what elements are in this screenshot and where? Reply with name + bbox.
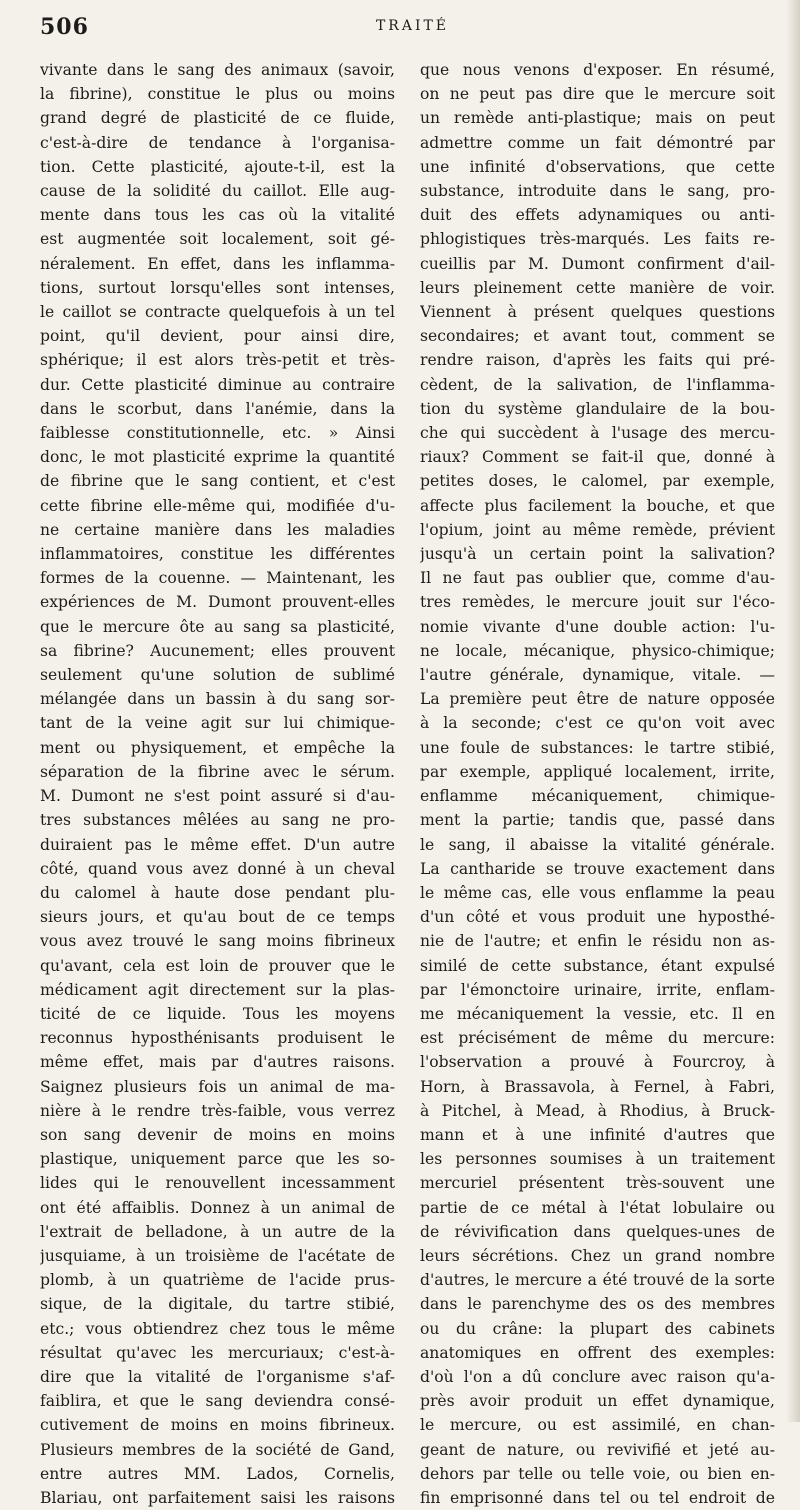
text-line: vivante dans le sang des animaux (savoir, <box>40 61 395 79</box>
text-line: Viennent à présent quelques questions <box>420 303 775 322</box>
text-line: nie de l'autre; et enfin le résidu non as- <box>420 932 775 951</box>
text-line: tant de la veine agit sur lui chimique- <box>40 714 395 733</box>
text-line: est augmentée soit localement, soit gé- <box>40 230 395 249</box>
text-line: faiblesse constitutionnelle, etc. » Ainsi <box>40 424 395 443</box>
text-line: d'un côté et vous produit une hyposthé- <box>420 908 775 927</box>
text-line: son sang devenir de moins en moins <box>40 1125 395 1144</box>
text-line: jusquiame, à un troisième de l'acétate de <box>40 1246 395 1265</box>
text-line: c'est-à-dire de tendance à l'organisa- <box>40 133 395 152</box>
text-line: dans le parenchyme des os des membres <box>420 1295 775 1314</box>
text-line: duiraient pas le même effet. D'un autre <box>40 835 395 854</box>
text-line: phlogistiques très-marqués. Les faits re- <box>420 230 775 249</box>
text-line: mente dans tous les cas où la vitalité <box>40 206 395 225</box>
text-line: admettre comme un fait démontré par <box>420 133 775 152</box>
text-line: à Pitchel, à Mead, à Rhodius, à Bruck- <box>420 1101 775 1120</box>
text-line: inflammatoires, constitue les différentes <box>40 545 395 564</box>
text-line: le même cas, elle vous enflamme la peau <box>420 883 775 902</box>
text-line: nomie vivante d'une double action: l'u- <box>420 617 775 636</box>
text-line: mélangée dans un bassin à du sang sor- <box>40 690 395 709</box>
page-header <box>40 14 785 50</box>
page-edge-shadow <box>786 0 800 1422</box>
text-line: l'observation a prouvé à Fourcroy, à <box>420 1053 775 1072</box>
text-line: ne certaine manière dans les maladies <box>40 520 395 539</box>
text-line: de fibrine que le sang contient, et c'est <box>40 472 395 491</box>
text-line: reconnus hyposthénisants produisent le <box>40 1029 395 1048</box>
text-line: sa fibrine? Aucunement; elles prouvent <box>40 641 395 660</box>
text-line: qu'avant, cela est loin de prouver que le <box>40 956 395 975</box>
text-line: tions, surtout lorsqu'elles sont intenses, <box>40 278 395 297</box>
text-line: enflamme mécaniquement, chimique- <box>420 787 775 806</box>
text-line: petites doses, le calomel, par exemple, <box>420 472 775 491</box>
text-line: sieurs jours, et qu'au bout de ce temps <box>40 908 395 927</box>
text-line: vous avez trouvé le sang moins fibrineux <box>40 932 395 951</box>
text-line: une infinité d'observations, que cette <box>420 157 775 176</box>
text-line: par l'émonctoire urinaire, irrite, enflam- <box>420 980 775 999</box>
text-line: du calomel à haute dose pendant plu- <box>40 883 395 902</box>
text-line: on ne peut pas dire que le mercure soit <box>420 85 775 104</box>
text-line: séparation de la fibrine avec le sérum. <box>40 762 395 781</box>
text-line: faiblira, et que le sang deviendra consé- <box>40 1392 395 1411</box>
right-text-column <box>420 58 775 1510</box>
text-line: tion du système glandulaire de la bou- <box>420 399 775 418</box>
text-line: duit des effets adynamiques ou anti- <box>420 206 775 225</box>
text-line: seulement qu'une solution de sublimé <box>40 666 395 685</box>
text-line: point, qu'il devient, pour ainsi dire, <box>40 327 395 346</box>
text-line: rendre raison, d'après les faits qui pré- <box>420 351 775 370</box>
text-line: plastique, uniquement parce que les so- <box>40 1150 395 1169</box>
text-line: grand degré de plasticité de ce fluide, <box>40 109 395 128</box>
text-line: jusqu'à un certain point la salivation? <box>420 545 775 564</box>
text-line: mann et à une infinité d'autres que <box>420 1125 775 1144</box>
text-line: formes de la couenne. — Maintenant, les <box>40 569 395 588</box>
text-line: résultat qu'avec les mercuriaux; c'est-à- <box>40 1343 395 1362</box>
text-line: cette fibrine elle-même qui, modifiée d'u- <box>40 496 395 515</box>
left-text-column <box>40 58 395 1510</box>
text-line: ment la partie; tandis que, passé dans <box>420 811 775 830</box>
text-line: tres substances mêlées au sang ne pro- <box>40 811 395 830</box>
text-line: che qui succèdent à l'usage des mercu- <box>420 424 775 443</box>
text-line: dur. Cette plasticité diminue au contraire <box>40 375 395 394</box>
text-line: cause de la solidité du caillot. Elle aug- <box>40 182 395 201</box>
text-line: lides qui le renouvellent incessamment <box>40 1174 395 1193</box>
text-line: entre autres MM. Lados, Cornelis, <box>40 1464 395 1483</box>
text-line: sique, de la digitale, du tartre stibié, <box>40 1295 395 1314</box>
text-line: le caillot se contracte quelquefois à un tel <box>40 303 395 322</box>
text-line: côté, quand vous avez donné à un cheval <box>40 859 395 878</box>
text-line: mercuriel présentent très-souvent une <box>420 1174 775 1193</box>
text-line: secondaires; et avant tout, comment se <box>420 327 775 346</box>
text-line: à la seconde; c'est ce qu'on voit avec <box>420 714 775 733</box>
text-line: une foule de substances: le tartre stibié, <box>420 738 775 757</box>
text-line: riaux? Comment se fait-il que, donné à <box>420 448 775 467</box>
text-line: l'extrait de belladone, à un autre de la <box>40 1222 395 1241</box>
text-line: M. Dumont ne s'est point assuré si d'au- <box>40 787 395 806</box>
text-line: cueillis par M. Dumont confirment d'ail- <box>420 254 775 273</box>
text-line: leurs pleinement cette manière de voir. <box>420 278 775 297</box>
text-line: geant de nature, ou revivifié et jeté au- <box>420 1440 775 1459</box>
text-line: les personnes soumises à un traitement <box>420 1150 775 1169</box>
text-line: cèdent, de la salivation, de l'inflamma- <box>420 375 775 394</box>
text-line: ment ou physiquement, et empêche la <box>40 738 395 757</box>
text-line: dire que la vitalité de l'organisme s'af- <box>40 1367 395 1386</box>
text-line: expériences de M. Dumont prouvent-elles <box>40 593 395 612</box>
text-line: le mercure, ou est assimilé, en chan- <box>420 1416 775 1435</box>
text-line: médicament agit directement sur la plas- <box>40 980 395 999</box>
text-line: affecte plus facilement la bouche, et que <box>420 496 775 515</box>
text-line: leurs sécrétions. Chez un grand nombre <box>420 1246 775 1265</box>
text-line: Blariau, ont parfaitement saisi les raisons <box>40 1488 395 1507</box>
text-line: sphérique; il est alors très-petit et très- <box>40 351 395 370</box>
text-line: Il ne faut pas oublier que, comme d'au- <box>420 569 775 588</box>
text-line: La cantharide se trouve exactement dans <box>420 859 775 878</box>
text-line: partie de ce métal à l'état lobulaire ou <box>420 1198 775 1217</box>
text-line: que nous venons d'exposer. En résumé, <box>420 61 775 79</box>
text-line: plomb, à un quatrième de l'acide prus- <box>40 1271 395 1290</box>
text-line: d'autres, le mercure a été trouvé de la sorte <box>420 1271 775 1290</box>
text-line: donc, le mot plasticité exprime la quantité <box>40 448 395 467</box>
text-line: tres remèdes, le mercure jouit sur l'éco- <box>420 593 775 612</box>
text-line: même effet, mais par d'autres raisons. <box>40 1053 395 1072</box>
text-line: d'où l'on a dû conclure avec raison qu'a- <box>420 1367 775 1386</box>
text-line: ticité de ce liquide. Tous les moyens <box>40 1004 395 1023</box>
page-number: 506 <box>40 14 89 40</box>
text-line: ou du crâne: la plupart des cabinets <box>420 1319 775 1338</box>
text-line: le sang, il abaisse la vitalité générale. <box>420 835 775 854</box>
text-line: substance, introduite dans le sang, pro- <box>420 182 775 201</box>
text-line: par exemple, appliqué localement, irrite, <box>420 762 775 781</box>
text-line: l'opium, joint au même remède, prévient <box>420 520 775 539</box>
text-line: tion. Cette plasticité, ajoute-t-il, est la <box>40 157 395 176</box>
text-line: me mécaniquement la vessie, etc. Il en <box>420 1004 775 1023</box>
text-line: l'autre générale, dynamique, vitale. — <box>420 666 775 685</box>
text-line: ont été affaiblis. Donnez à un animal de <box>40 1198 395 1217</box>
text-line: etc.; vous obtiendrez chez tous le même <box>40 1319 395 1338</box>
text-line: ne locale, mécanique, physico-chimique; <box>420 641 775 660</box>
text-line: de révivification dans quelques-unes de <box>420 1222 775 1241</box>
text-line: néralement. En effet, dans les inflamma- <box>40 254 395 273</box>
text-line: que le mercure ôte au sang sa plasticité, <box>40 617 395 636</box>
text-line: cutivement de moins en moins fibrineux. <box>40 1416 395 1435</box>
running-head: TRAITÉ <box>375 18 450 34</box>
text-line: dehors par telle ou telle voie, ou bien en- <box>420 1464 775 1483</box>
text-line: dans le scorbut, dans l'anémie, dans la <box>40 399 395 418</box>
text-line: est précisément de même du mercure: <box>420 1029 775 1048</box>
text-line: Plusieurs membres de la société de Gand, <box>40 1440 395 1459</box>
text-line: similé de cette substance, étant expulsé <box>420 956 775 975</box>
text-line: fin emprisonné dans tel ou tel endroit de <box>420 1488 775 1507</box>
text-line: un remède anti-plastique; mais on peut <box>420 109 775 128</box>
text-line: La première peut être de nature opposée <box>420 690 775 709</box>
text-line: Horn, à Brassavola, à Fernel, à Fabri, <box>420 1077 775 1096</box>
text-line: nière à le rendre très-faible, vous verrez <box>40 1101 395 1120</box>
text-line: anatomiques en offrent des exemples: <box>420 1343 775 1362</box>
text-line: Saignez plusieurs fois un animal de ma- <box>40 1077 395 1096</box>
text-line: la fibrine), constitue le plus ou moins <box>40 85 395 104</box>
text-line: près avoir produit un effet dynamique, <box>420 1392 775 1411</box>
